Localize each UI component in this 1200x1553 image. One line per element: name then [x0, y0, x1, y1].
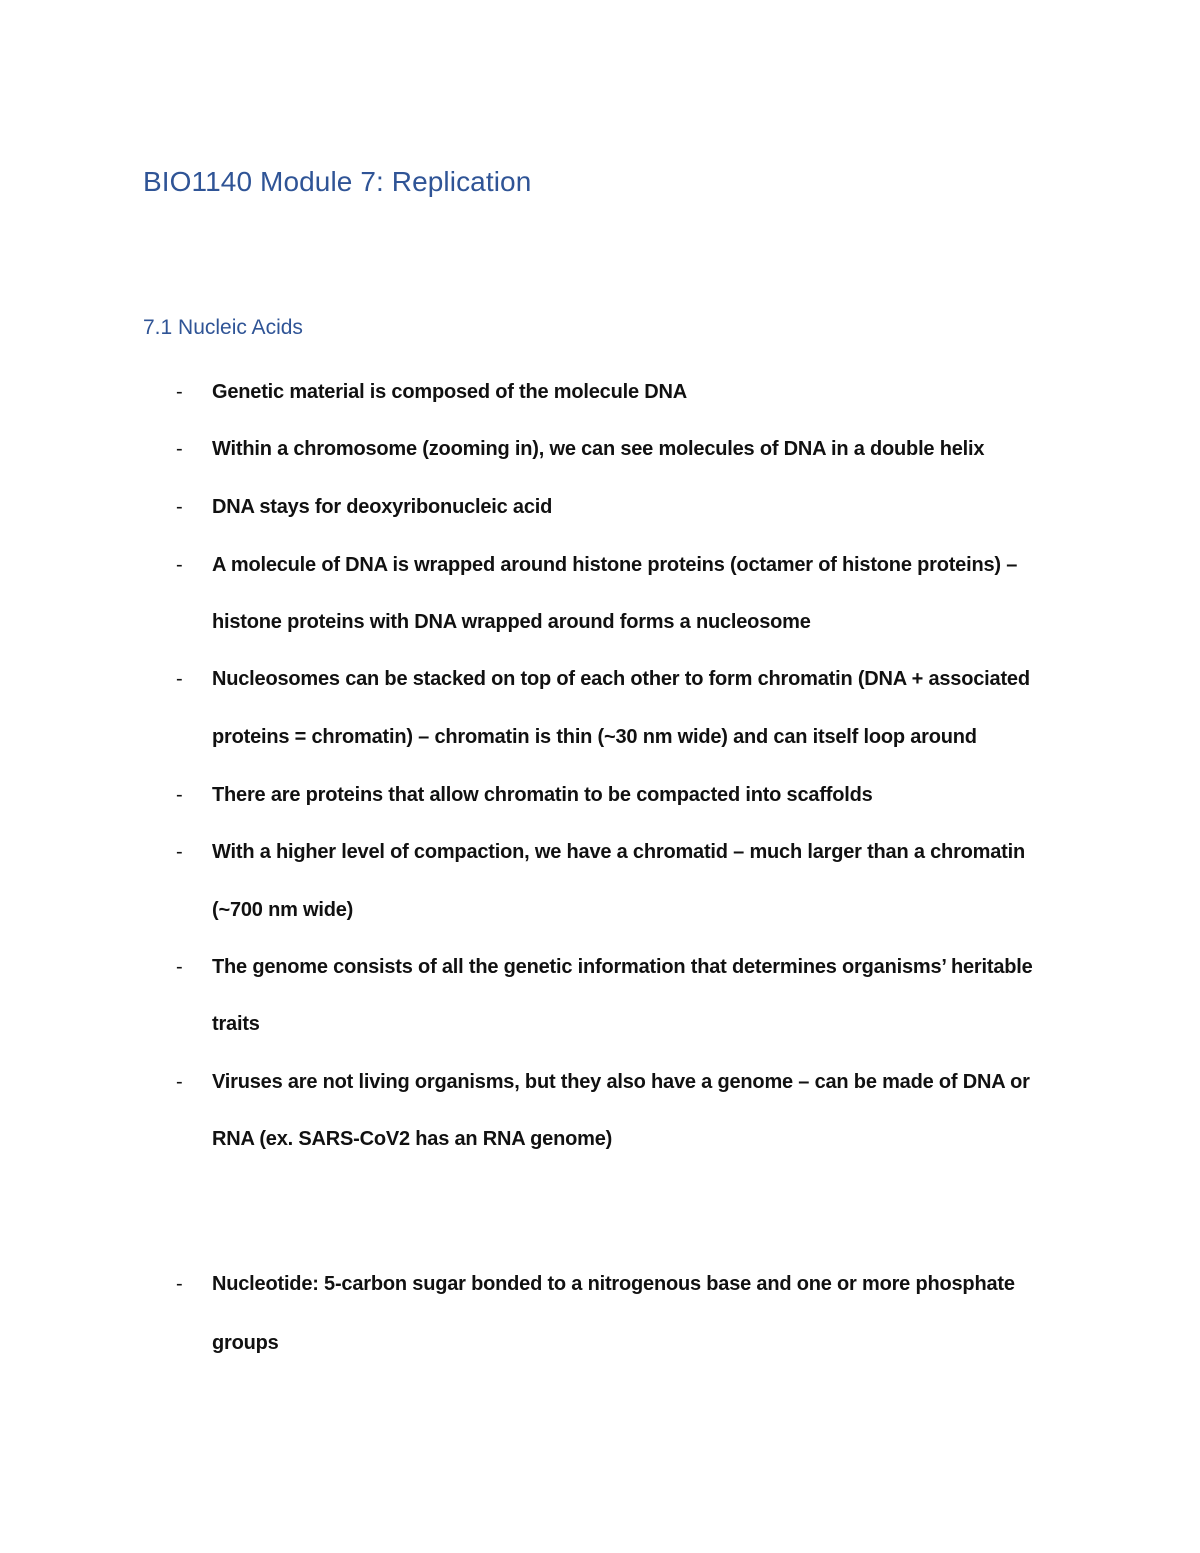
bullet-dash: -: [176, 496, 183, 518]
section-heading: 7.1 Nucleic Acids: [143, 316, 303, 339]
bullet-text: Nucleosomes can be stacked on top of each other to form chromatin (DNA + associated: [212, 668, 1030, 690]
bullet-text: The genome consists of all the genetic information that determines organisms’ heritable: [212, 956, 1033, 978]
bullet-dash: -: [176, 784, 183, 806]
bullet-dash: -: [176, 956, 183, 978]
document-title: BIO1140 Module 7: Replication: [143, 166, 532, 197]
bullet-text-continued: histone proteins with DNA wrapped around forms a nucleosome: [212, 611, 811, 633]
bullet-text-continued: traits: [212, 1013, 260, 1035]
bullet-text-continued: proteins = chromatin) – chromatin is thin (~30 nm wide) and can itself loop around: [212, 726, 977, 748]
bullet-text: With a higher level of compaction, we have a chromatid – much larger than a chromatin: [212, 841, 1026, 863]
bullet-text-continued: groups: [212, 1332, 279, 1354]
bullet-text: Genetic material is composed of the molecule DNA: [212, 381, 687, 403]
bullet-dash: -: [176, 1071, 183, 1093]
bullet-dash: -: [176, 668, 183, 690]
bullet-text-continued: RNA (ex. SARS-CoV2 has an RNA genome): [212, 1128, 613, 1150]
bullet-dash: -: [176, 554, 183, 576]
bullet-dash: -: [176, 381, 183, 403]
bullet-dash: -: [176, 438, 183, 460]
bullet-dash: -: [176, 1273, 183, 1295]
bullet-dash: -: [176, 841, 183, 863]
bullet-text: Nucleotide: 5-carbon sugar bonded to a nitrogenous base and one or more phosphate: [212, 1273, 1015, 1295]
bullet-text: Within a chromosome (zooming in), we can see molecules of DNA in a double helix: [212, 438, 985, 460]
bullet-text: Viruses are not living organisms, but they also have a genome – can be made of DNA or: [212, 1071, 1030, 1093]
bullet-text: There are proteins that allow chromatin to be compacted into scaffolds: [212, 784, 873, 806]
bullet-text-continued: (~700 nm wide): [212, 899, 354, 921]
bullet-text: A molecule of DNA is wrapped around histone proteins (octamer of histone proteins) –: [212, 554, 1018, 576]
bullet-text: DNA stays for deoxyribonucleic acid: [212, 496, 553, 518]
